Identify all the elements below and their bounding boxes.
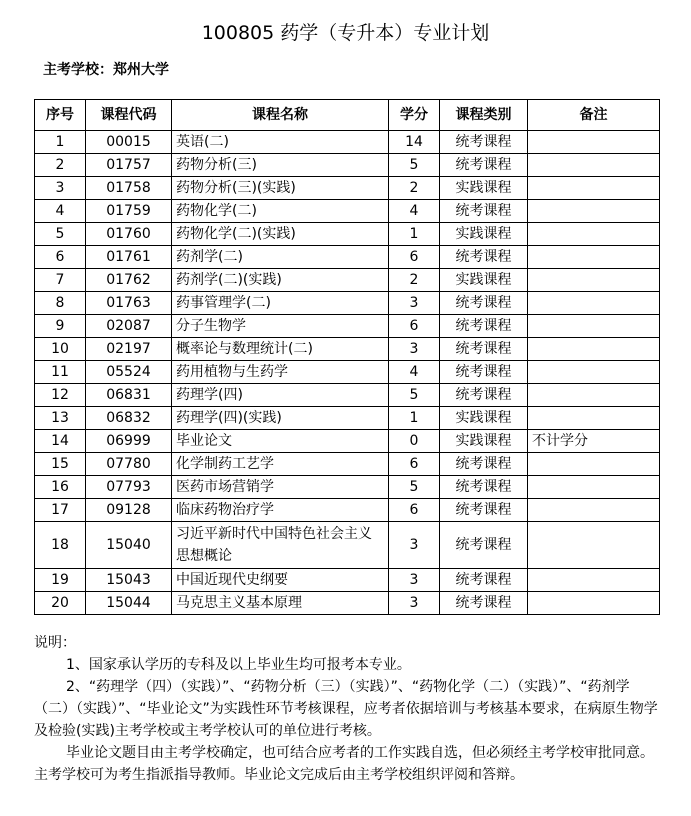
cell-name: 药物分析(三)(实践) — [172, 177, 389, 200]
table-row — [35, 476, 660, 499]
cell-type: 统考课程 — [440, 315, 528, 338]
cell-code: 06831 — [86, 384, 172, 407]
table-row — [35, 592, 660, 615]
cell-code: 07793 — [86, 476, 172, 499]
cell-no: 10 — [35, 338, 86, 361]
header-no: 序号 — [35, 100, 86, 131]
cell-no: 1 — [35, 131, 86, 154]
cell-credit: 3 — [389, 292, 440, 315]
cell-note — [528, 384, 660, 407]
table-row — [35, 246, 660, 269]
cell-code: 15043 — [86, 569, 172, 592]
table-row — [35, 338, 660, 361]
cell-name: 医药市场营销学 — [172, 476, 389, 499]
cell-name: 化学制药工艺学 — [172, 453, 389, 476]
cell-credit: 5 — [389, 476, 440, 499]
cell-code: 15044 — [86, 592, 172, 615]
cell-no: 3 — [35, 177, 86, 200]
table-row — [35, 269, 660, 292]
header-name: 课程名称 — [172, 100, 389, 131]
cell-credit: 6 — [389, 315, 440, 338]
cell-code: 02197 — [86, 338, 172, 361]
cell-type: 统考课程 — [440, 592, 528, 615]
cell-type: 实践课程 — [440, 177, 528, 200]
cell-note — [528, 569, 660, 592]
cell-no: 18 — [35, 522, 86, 569]
cell-type: 统考课程 — [440, 476, 528, 499]
cell-note — [528, 361, 660, 384]
table-row — [35, 315, 660, 338]
table-row — [35, 177, 660, 200]
cell-note — [528, 154, 660, 177]
table-row — [35, 384, 660, 407]
cell-name: 药物分析(三) — [172, 154, 389, 177]
cell-no: 7 — [35, 269, 86, 292]
cell-note — [528, 315, 660, 338]
cell-note — [528, 246, 660, 269]
cell-type: 实践课程 — [440, 430, 528, 453]
cell-no: 16 — [35, 476, 86, 499]
cell-code: 01763 — [86, 292, 172, 315]
cell-code: 07780 — [86, 453, 172, 476]
cell-type: 统考课程 — [440, 361, 528, 384]
cell-code: 01759 — [86, 200, 172, 223]
header-note: 备注 — [528, 100, 660, 131]
cell-credit: 5 — [389, 384, 440, 407]
table-row — [35, 499, 660, 522]
cell-note — [528, 223, 660, 246]
cell-type: 统考课程 — [440, 338, 528, 361]
cell-name: 毕业论文 — [172, 430, 389, 453]
cell-note — [528, 131, 660, 154]
cell-credit: 6 — [389, 453, 440, 476]
cell-no: 5 — [35, 223, 86, 246]
cell-credit: 1 — [389, 223, 440, 246]
cell-type: 统考课程 — [440, 154, 528, 177]
cell-code: 00015 — [86, 131, 172, 154]
cell-type: 统考课程 — [440, 292, 528, 315]
cell-credit: 3 — [389, 522, 440, 569]
note-item-1: 1、国家承认学历的专科及以上毕业生均可报考本专业。 — [66, 657, 411, 673]
table-row — [35, 154, 660, 177]
table-row — [35, 453, 660, 476]
cell-name: 药剂学(二) — [172, 246, 389, 269]
cell-credit: 1 — [389, 407, 440, 430]
cell-code: 01757 — [86, 154, 172, 177]
cell-code: 06999 — [86, 430, 172, 453]
cell-code: 01761 — [86, 246, 172, 269]
cell-no: 4 — [35, 200, 86, 223]
table-row — [35, 292, 660, 315]
cell-no: 19 — [35, 569, 86, 592]
cell-credit: 14 — [389, 131, 440, 154]
table-row — [35, 131, 660, 154]
cell-type: 实践课程 — [440, 269, 528, 292]
cell-name: 药物化学(二)(实践) — [172, 223, 389, 246]
cell-no: 8 — [35, 292, 86, 315]
cell-type: 实践课程 — [440, 407, 528, 430]
cell-name: 习近平新时代中国特色社会主义思想概论 — [172, 522, 389, 569]
table-body — [35, 131, 660, 615]
cell-type: 统考课程 — [440, 522, 528, 569]
notes-heading: 说明： — [34, 635, 76, 651]
cell-no: 11 — [35, 361, 86, 384]
cell-credit: 2 — [389, 177, 440, 200]
cell-credit: 3 — [389, 592, 440, 615]
cell-note — [528, 592, 660, 615]
cell-note — [528, 476, 660, 499]
cell-credit: 2 — [389, 269, 440, 292]
cell-type: 统考课程 — [440, 200, 528, 223]
table-header-row — [35, 100, 660, 131]
notes-section — [34, 632, 659, 786]
cell-name: 药理学(四)(实践) — [172, 407, 389, 430]
table-row — [35, 522, 660, 569]
cell-type: 统考课程 — [440, 246, 528, 269]
header-credit: 学分 — [389, 100, 440, 131]
cell-type: 统考课程 — [440, 499, 528, 522]
cell-type: 统考课程 — [440, 453, 528, 476]
cell-note — [528, 292, 660, 315]
cell-credit: 3 — [389, 569, 440, 592]
cell-no: 2 — [35, 154, 86, 177]
cell-note — [528, 499, 660, 522]
cell-code: 01760 — [86, 223, 172, 246]
cell-type: 统考课程 — [440, 569, 528, 592]
cell-code: 06832 — [86, 407, 172, 430]
cell-note: 不计学分 — [528, 430, 660, 453]
page-title: 100805 药学（专升本）专业计划 — [201, 22, 490, 44]
cell-code: 09128 — [86, 499, 172, 522]
cell-no: 15 — [35, 453, 86, 476]
cell-code: 05524 — [86, 361, 172, 384]
cell-no: 12 — [35, 384, 86, 407]
cell-credit: 5 — [389, 154, 440, 177]
cell-name: 分子生物学 — [172, 315, 389, 338]
cell-credit: 3 — [389, 338, 440, 361]
note-item-3: 毕业论文题目由主考学校确定，也可结合应考者的工作实践自选，但必须经主考学校审批同意。主考学校可为考生指派指导教师。毕业论文完成后由主考学校组织评阅和答辩。 — [34, 745, 654, 783]
cell-name: 药理学(四) — [172, 384, 389, 407]
cell-code: 02087 — [86, 315, 172, 338]
cell-name: 药物化学(二) — [172, 200, 389, 223]
cell-note — [528, 522, 660, 569]
cell-name: 药用植物与生药学 — [172, 361, 389, 384]
cell-name: 英语(二) — [172, 131, 389, 154]
table-row — [35, 223, 660, 246]
cell-type: 统考课程 — [440, 131, 528, 154]
cell-note — [528, 338, 660, 361]
cell-credit: 6 — [389, 499, 440, 522]
table-row — [35, 200, 660, 223]
cell-name: 药剂学(二)(实践) — [172, 269, 389, 292]
header-type: 课程类别 — [440, 100, 528, 131]
cell-type: 统考课程 — [440, 384, 528, 407]
cell-note — [528, 200, 660, 223]
cell-no: 14 — [35, 430, 86, 453]
cell-name: 马克思主义基本原理 — [172, 592, 389, 615]
cell-note — [528, 453, 660, 476]
header-code: 课程代码 — [86, 100, 172, 131]
cell-name: 临床药物治疗学 — [172, 499, 389, 522]
cell-no: 9 — [35, 315, 86, 338]
cell-credit: 6 — [389, 246, 440, 269]
table-row — [35, 361, 660, 384]
course-plan-table — [34, 99, 660, 615]
cell-credit: 0 — [389, 430, 440, 453]
cell-credit: 4 — [389, 200, 440, 223]
cell-note — [528, 407, 660, 430]
school-label: 主考学校：郑州大学 — [43, 62, 169, 78]
table-row — [35, 407, 660, 430]
note-item-2: 2、“药理学（四）（实践）”、“药物分析（三）（实践）”、“药物化学（二）（实践）”、“药剂学（二）（实践）”、“毕业论文”为实践性环节考核课程，应考者依据培训与考核基本要求，在病原生物学及检验(实践)主考学校或主考学校认可的单位进行考核。 — [34, 679, 658, 739]
table-row — [35, 569, 660, 592]
table-row — [35, 430, 660, 453]
cell-note — [528, 177, 660, 200]
cell-name: 药事管理学(二) — [172, 292, 389, 315]
cell-code: 01762 — [86, 269, 172, 292]
cell-no: 6 — [35, 246, 86, 269]
cell-no: 17 — [35, 499, 86, 522]
cell-no: 20 — [35, 592, 86, 615]
cell-code: 15040 — [86, 522, 172, 569]
cell-code: 01758 — [86, 177, 172, 200]
cell-credit: 4 — [389, 361, 440, 384]
cell-note — [528, 269, 660, 292]
cell-no: 13 — [35, 407, 86, 430]
cell-name: 中国近现代史纲要 — [172, 569, 389, 592]
cell-type: 实践课程 — [440, 223, 528, 246]
cell-name: 概率论与数理统计(二) — [172, 338, 389, 361]
